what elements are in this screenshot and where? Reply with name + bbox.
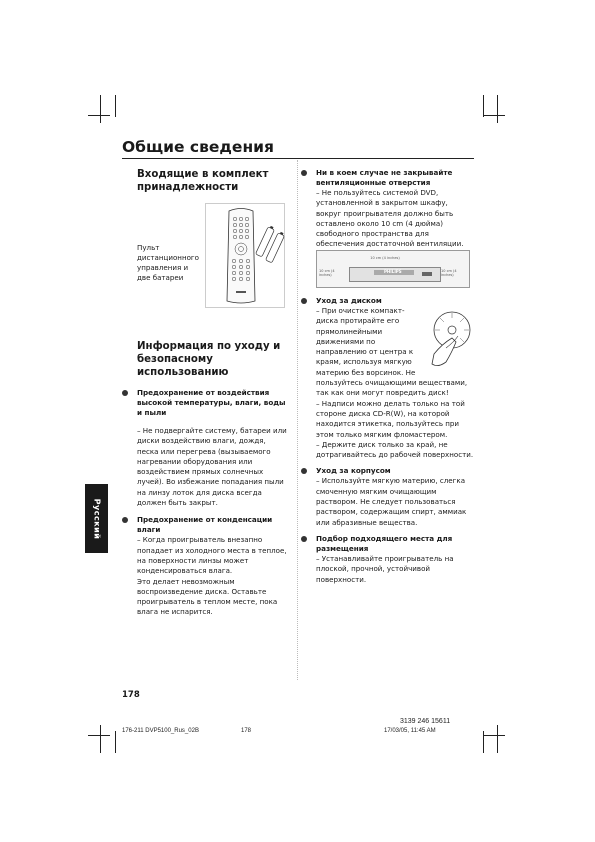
- footer-page: 178: [241, 728, 252, 734]
- ventilation-illustration: [316, 250, 470, 288]
- item-title: Ни в коем случае не закрывайте вентиляционные отверстия: [316, 168, 453, 187]
- crop-mark: [497, 725, 498, 753]
- catalog-number: 3139 246 15611: [400, 718, 451, 725]
- disc-illustration-float: [426, 308, 474, 372]
- bullet-icon: [301, 536, 307, 542]
- item-text: – Устанавливайте проигрыватель на плоской, прочной, устойчивой поверхности.: [316, 553, 454, 584]
- item-text: – Надписи можно делать только на той стороне диска CD-R(W), на которой находится этикетка, пользуйтесь при этом только мягким фломастером.: [316, 398, 465, 439]
- language-tab-label: Русский: [92, 498, 101, 539]
- item-text: – Держите диск только за край, не дотрагивайтесь до рабочей поверхности.: [316, 439, 474, 460]
- crop-mark: [483, 731, 484, 753]
- bullet-icon: [301, 298, 307, 304]
- remote-control-illustration: [205, 203, 285, 308]
- crop-mark: [100, 95, 101, 123]
- language-tab: [85, 484, 108, 553]
- title-rule: [122, 158, 474, 159]
- remote-caption: Пульт дистанционного управления и две батареи: [137, 243, 199, 282]
- crop-mark: [483, 95, 484, 117]
- crop-mark: [483, 735, 505, 736]
- care-section: [137, 340, 289, 618]
- item-text: – Не подвергайте систему, батареи или диски воздействию влаги, дождя, песка или перегрева (вызываемого нагревании оборудования или воздействием прямых солнечных лучей). Во избежание попадания пыли на линзу лоток для диска всегда должен быть закрыт.: [137, 426, 287, 508]
- crop-mark: [115, 731, 116, 753]
- item-title: Уход за корпусом: [316, 466, 391, 476]
- page-title: Общие сведения: [122, 138, 274, 156]
- brand-logo: PHILIPS: [384, 269, 402, 274]
- clearance-label-top: 10 cm (4 inches): [370, 256, 400, 260]
- crop-mark: [100, 725, 101, 753]
- display-panel: [422, 272, 432, 276]
- section-heading-accessories: Входящие в комплект принадлежности: [137, 169, 269, 193]
- list-item: [300, 168, 474, 188]
- dvd-player-body: [349, 267, 441, 282]
- item-title: Уход за диском: [316, 296, 382, 305]
- crop-mark: [88, 115, 110, 116]
- right-column: [316, 168, 474, 250]
- bullet-icon: [122, 390, 128, 396]
- list-item: [121, 515, 289, 535]
- item-title: Предохранение от конденсации влаги: [137, 515, 273, 535]
- item-text: – Не пользуйтесь системой DVD, установленной в закрытом шкафу, вокруг проигрывателя должно быть оставлено около 10 cm (4 дюйма) свободного пространства для обеспечения достаточной вентиляции.: [316, 188, 464, 249]
- page-number: 178: [122, 690, 140, 700]
- section-heading-care: Информация по уходу и безопасному использованию: [137, 341, 281, 378]
- item-text: Это делает невозможным воспроизведение диска. Оставьте проигрыватель в теплом месте, пока влага не испарится.: [137, 576, 278, 617]
- item-text: – При очистке компакт-диска протирайте его прямолинейными движениями по направлению от центра к краям, используя мягкую материю без ворсинок. Не пользуйтесь очищающими веществами, так как они могут повредить диск!: [316, 306, 468, 398]
- item-text: – Когда проигрыватель внезапно попадает из холодного места в теплое, на поверхности линзы может конденсироваться влага.: [137, 535, 287, 576]
- item-title: Подбор подходящего места для размещения: [316, 533, 453, 553]
- column-divider: [297, 160, 298, 680]
- bullet-icon: [301, 468, 307, 474]
- list-item: [300, 296, 474, 306]
- clearance-label-left: 10 cm (4 inches): [319, 269, 335, 277]
- crop-mark: [88, 735, 110, 736]
- left-column: [137, 168, 285, 194]
- crop-mark: [115, 95, 116, 117]
- footer-date: 17/03/05, 11:45 AM: [384, 728, 436, 734]
- list-item: [300, 534, 474, 554]
- footer-file: 176-211 DVP5100_Rus_02B: [122, 728, 199, 734]
- bullet-icon: [301, 170, 307, 176]
- list-item: [121, 388, 289, 418]
- crop-mark: [483, 115, 505, 116]
- crop-mark: [497, 95, 498, 123]
- clearance-label-right: 10 cm (4 inches): [441, 269, 457, 277]
- bullet-icon: [122, 517, 128, 523]
- item-title: Предохранение от воздействия высокой температуры, влаги, воды и пыли: [137, 388, 286, 417]
- disc-cleaning-illustration: [426, 308, 474, 372]
- item-text: – Используйте мягкую материю, слегка смоченную мягким очищающим раствором. Не следует пользоваться раствором, содержащим спирт, аммиак или абразивные вещества.: [316, 476, 467, 527]
- disc-care-block: [316, 296, 474, 585]
- list-item: [300, 466, 474, 476]
